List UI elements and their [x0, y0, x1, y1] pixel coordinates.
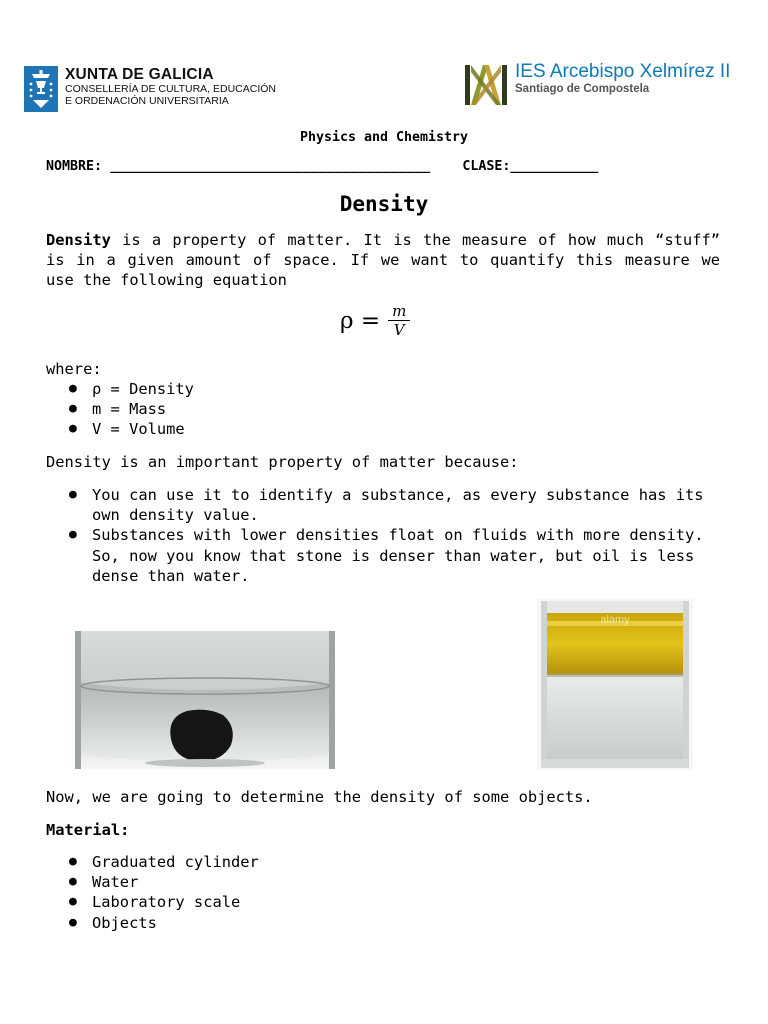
where-label: where: — [46, 360, 102, 378]
stone-in-water-image — [75, 631, 335, 769]
list-item: ● Substances with lower densities float on fluids with more density. So, now you know that stone is denser than water, but oil is less dense than water. — [46, 525, 706, 586]
page-header — [0, 0, 768, 120]
variable-list — [46, 379, 726, 440]
density-term: Density — [46, 231, 111, 249]
equation-numerator: m — [388, 303, 410, 321]
list-item: ● Laboratory scale — [46, 892, 726, 912]
xunta-name: XUNTA DE GALICIA — [65, 66, 214, 83]
alamy-watermark: alamy — [600, 614, 630, 626]
list-item: ● Water — [46, 872, 726, 892]
importance-intro: Density is an important property of matter because: — [46, 453, 519, 471]
intro-paragraph — [46, 230, 720, 291]
subject-heading: Physics and Chemistry — [299, 130, 469, 145]
xunta-department-line-2: E ORDENACIÓN UNIVERSITARIA — [65, 94, 229, 107]
density-equation — [340, 303, 410, 338]
xunta-department-line-1: CONSELLERÍA DE CULTURA, EDUCACIÓN — [65, 83, 277, 95]
list-item: ● m = Mass — [46, 399, 726, 419]
list-item: ● ρ = Density — [46, 379, 726, 399]
school-emblem-icon — [463, 61, 509, 109]
student-info-line — [46, 159, 726, 174]
reasons-list — [46, 485, 706, 586]
nombre-label: NOMBRE: — [46, 159, 103, 174]
equation-denominator: V — [393, 321, 405, 339]
equation-lhs: ρ = — [340, 307, 381, 334]
school-city: Santiago de Compostela — [515, 83, 650, 95]
school-logo — [463, 61, 730, 109]
oil-on-water-image — [537, 599, 693, 770]
clase-field[interactable]: ___________ — [510, 159, 599, 174]
materials-list — [46, 852, 726, 933]
page-title: Density — [339, 192, 429, 216]
list-item: ● You can use it to identify a substance, as every substance has its own density value. — [46, 485, 706, 525]
xunta-logo — [24, 66, 276, 112]
list-item: ● Objects — [46, 913, 726, 933]
list-item: ● V = Volume — [46, 419, 726, 439]
galicia-coat-of-arms-icon — [24, 66, 58, 112]
school-name: IES Arcebispo Xelmírez II — [515, 61, 731, 82]
now-text: Now, we are going to determine the density of some objects. — [46, 788, 593, 806]
clase-label: CLASE: — [462, 159, 511, 174]
nombre-field[interactable]: ________________________________________ — [110, 159, 431, 174]
material-heading: Material: — [46, 821, 130, 839]
intro-text: is a property of matter. It is the measure of how much “stuff” is in a given amount of space. If we want to quantify this measure we use the following equation — [46, 231, 720, 290]
equation-fraction — [388, 303, 410, 338]
list-item: ● Graduated cylinder — [46, 852, 726, 872]
